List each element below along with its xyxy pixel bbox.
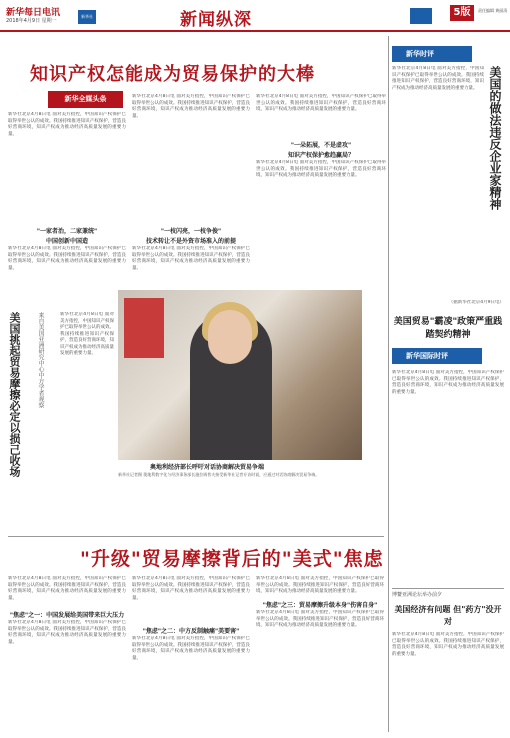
commentary-title: 美国的做法违反企业家精神 xyxy=(488,66,502,210)
page-header xyxy=(0,0,510,30)
header-divider xyxy=(0,30,510,32)
vertical-subheadline: 来自美国亚洲研究中心中方学者观察 xyxy=(37,312,44,408)
article-column: 新华社北京4月8日电 面对美方指控，中国知识产权保护已取得举世公认的成效。我国持续推进知识产权保护，营造良好营商环境，知识产权成为推动经济高质量发展的重要力量。 xyxy=(8,112,126,137)
commentary-credit: （据新华社北京4月9日电） xyxy=(448,300,504,305)
side-bottom-title: 美国经济有问题 但"药方"没开对 xyxy=(394,605,502,626)
page-editor: 责任编辑 黄丽清 xyxy=(478,8,508,13)
article-column: 新华社北京4月8日电 面对美方指控，中国知识产权保护已取得举世公认的成效。我国持续推进知识产权保护，营造良好营商环境，知识产权成为推动经济高质量发展的重要力量。 xyxy=(8,576,126,601)
article-subhead: 知识产权保护愈趋赢局？ xyxy=(287,152,354,159)
article-column: 新华社北京4月8日电 面对美方指控，中国知识产权保护已取得举世公认的成效。我国持续推进知识产权保护，营造良好营商环境，知识产权成为推动经济高质量发展的重要力量。 xyxy=(8,246,126,271)
side-kicker: 博鳌亚洲论坛举办前夕 xyxy=(392,592,443,598)
article-column: 新华社北京4月8日电 面对美方指控，中国知识产权保护已取得举世公认的成效。我国持续推进知识产权保护，营造良好营商环境，知识产权成为推动经济高质量发展的重要力量。 xyxy=(60,312,114,356)
brand-logo-icon xyxy=(410,8,432,24)
article-subhead: "焦虑"之一：中国发展给美国带来巨大压力 xyxy=(9,612,125,619)
article-subhead: 技术转让不是外资市场准入的前提 xyxy=(145,238,236,245)
article-subhead: "一枝闪亮，一枝争俊" xyxy=(160,228,222,235)
column-label-2: 新华国际时评 xyxy=(392,348,482,364)
article-subhead: "焦虑"之三：贸易摩擦升级本身"伤害自身" xyxy=(262,602,378,609)
section-title: 新闻纵深 xyxy=(180,10,252,30)
side-bottom-body: 新华社北京4月8日电 面对美方指控，中国知识产权保护已取得举世公认的成效。我国持续推进知识产权保护，营造良好营商环境，知识产权成为推动经济高质量发展的重要力量。 xyxy=(392,632,504,657)
photo-caption-title: 奥地利经济部长呼吁对话协商解决贸易争端 xyxy=(150,464,265,471)
side-article-title: 美国贸易"霸凌"政策严重践踏契约精神 xyxy=(393,317,503,340)
side-article-body: 新华社北京4月8日电 面对美方指控，中国知识产权保护已取得举世公认的成效。我国持续推进知识产权保护，营造良好营商环境，知识产权成为推动经济高质量发展的重要力量。 xyxy=(392,370,504,395)
bottom-headline: "升级"贸易摩擦背后的"美式"焦虑 xyxy=(80,548,384,570)
column-label: 新华时评 xyxy=(392,46,472,62)
article-column: 新华社北京4月8日电 面对美方指控，中国知识产权保护已取得举世公认的成效。我国持续推进知识产权保护，营造良好营商环境，知识产权成为推动经济高质量发展的重要力量。 xyxy=(256,610,384,628)
vertical-headline: 美国挑起贸易摩擦必定以损己收场 xyxy=(8,312,21,477)
article-subhead: "焦虑"之二：中方反制触痛"美要害" xyxy=(142,628,240,635)
article-subhead: "一朵拓展，不是虚攻" xyxy=(290,142,352,149)
article-column: 新华社北京4月8日电 面对美方指控，中国知识产权保护已取得举世公认的成效。我国持续推进知识产权保护，营造良好营商环境，知识产权成为推动经济高质量发展的重要力量。 xyxy=(256,576,384,594)
photo-caption: 新华社记者摄 奥地利数字化与经济事务部长施拉姆普夫接受新华社记者专访时说，应通过对话协商解决贸易争端。 xyxy=(118,472,320,477)
article-column: 新华社北京4月8日电 面对美方指控，中国知识产权保护已取得举世公认的成效。我国持续推进知识产权保护，营造良好营商环境，知识产权成为推动经济高质量发展的重要力量。 xyxy=(132,636,250,661)
xinhua-logo: 新华社 xyxy=(78,10,96,24)
paper-name: 新华每日电讯 xyxy=(6,8,61,18)
section-divider xyxy=(8,536,384,537)
person-face xyxy=(208,310,252,364)
media-banner: 新华全媒头条 xyxy=(48,91,123,108)
article-column: 新华社北京4月8日电 面对美方指控，中国知识产权保护已取得举世公认的成效。我国持续推进知识产权保护，营造良好营商环境，知识产权成为推动经济高质量发展的重要力量。 xyxy=(132,576,250,601)
article-column: 新华社北京4月8日电 面对美方指控，中国知识产权保护已取得举世公认的成效。我国持续推进知识产权保护，营造良好营商环境，知识产权成为推动经济高质量发展的重要力量。 xyxy=(132,246,250,271)
column-divider xyxy=(388,36,389,732)
main-headline: 知识产权怎能成为贸易保护的大棒 xyxy=(30,64,315,85)
flag-shape xyxy=(124,298,164,358)
commentary-body: 新华社北京4月8日电 面对美方指控，中国知识产权保护已取得举世公认的成效。我国持续推进知识产权保护，营造良好营商环境，知识产权成为推动经济高质量发展的重要力量。 xyxy=(392,66,484,91)
page-number: 5版 xyxy=(450,5,474,21)
paper-date: 2018年4月9日 星期一 xyxy=(6,18,57,24)
article-subhead: 中国创新中国造 xyxy=(45,238,88,245)
news-photo xyxy=(118,290,362,460)
article-column: 新华社北京4月8日电 面对美方指控，中国知识产权保护已取得举世公认的成效。我国持续推进知识产权保护，营造良好营商环境，知识产权成为推动经济高质量发展的重要力量。 xyxy=(256,94,386,112)
article-column: 新华社北京4月8日电 面对美方指控，中国知识产权保护已取得举世公认的成效。我国持续推进知识产权保护，营造良好营商环境，知识产权成为推动经济高质量发展的重要力量。 xyxy=(256,160,386,178)
article-column: 新华社北京4月8日电 面对美方指控，中国知识产权保护已取得举世公认的成效。我国持续推进知识产权保护，营造良好营商环境，知识产权成为推动经济高质量发展的重要力量。 xyxy=(8,620,126,645)
article-column: 新华社北京4月8日电 面对美方指控，中国知识产权保护已取得举世公认的成效。我国持续推进知识产权保护，营造良好营商环境，知识产权成为推动经济高质量发展的重要力量。 xyxy=(132,94,250,119)
article-subhead: "一家者治，二家兼统" xyxy=(36,228,98,235)
side-divider xyxy=(392,588,504,589)
